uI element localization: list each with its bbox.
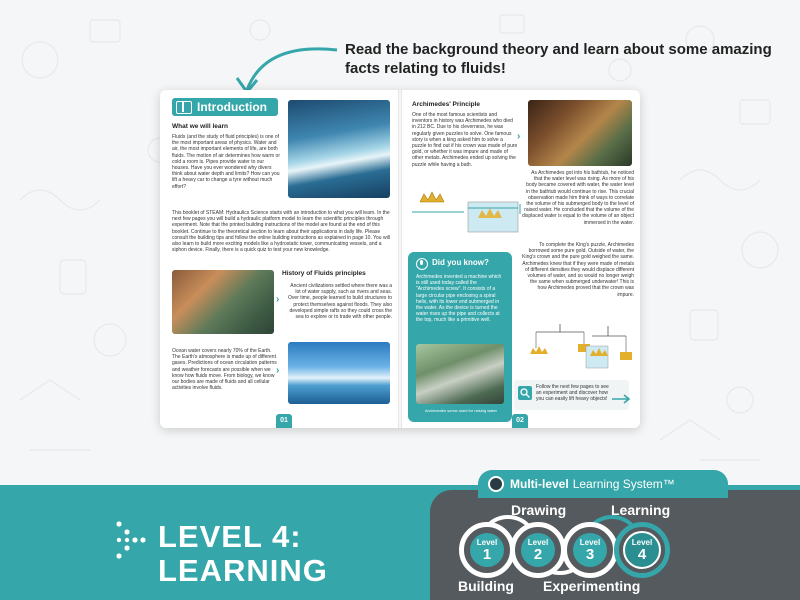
chevron-right-icon: › bbox=[276, 294, 280, 305]
booklet-spread bbox=[160, 90, 640, 428]
open-book-icon bbox=[176, 101, 192, 114]
level-4-ring-active bbox=[614, 522, 670, 578]
archimedes-text: One of the most famous scientists and inventors in history was Archimedes who died in 212 BC. Due to his cleverness, he was regularly given puzzles to solve. One famous story is when a king asked him to solve a puzzle to find out if his crown was made of pure gold, or whether it was impure and made of other metals. Archimedes ended up solving the puzzle while having a bath. bbox=[412, 112, 518, 168]
screw-caption: Archimedes screw used for raising water bbox=[424, 408, 498, 413]
chevron-right-icon: › bbox=[276, 365, 280, 376]
history-text: Ancient civilizations settled where there was a lot of water supply, such as rivers and seas. Over time, people learned to build structures to protect themselves against floods. They also developed simple rafts so they could cross the sea to explore or to trade with other people. bbox=[288, 283, 392, 321]
level-line-1: LEVEL 4: bbox=[158, 519, 302, 554]
magnifier-icon bbox=[518, 386, 532, 400]
history-heading: History of Fluids principles bbox=[282, 270, 366, 277]
bath-text: As Archimedes got into his bathtub, he noticed that the water level was rising. As more of his body became covered with water, the water level in the bathtub would continue to rise. This crucial observation made him think of ways to correlate the volume of his submerged body to the level of raised water. He concluded that the volume of the displaced water is equal to the volume of an object immersed in the water. bbox=[522, 170, 635, 226]
crown-puzzle-text: To complete the King's puzzle, Archimedes borrowed some pure gold. Outside of water, the King's crown and the pure gold weighed the same. Archimedes knew that if they were made of metals of different densities they would displace different volumes of water, and so would no longer weigh the same when submerged underwater! This is how Archimedes proved that the crown was impure. bbox=[522, 242, 634, 298]
page-number-left: 01 bbox=[276, 414, 292, 428]
level-number-2: 2 bbox=[533, 546, 543, 563]
arrow-right-icon bbox=[612, 394, 632, 404]
did-you-know-box bbox=[408, 252, 512, 422]
stage-label-drawing: Drawing bbox=[511, 502, 567, 518]
archimedes-heading: Archimedes' Principle bbox=[412, 101, 481, 108]
level-word: Level bbox=[527, 538, 549, 547]
right-page bbox=[402, 90, 640, 428]
what-we-learn-heading: What we will learn bbox=[172, 123, 228, 130]
balance-scale-diagram bbox=[522, 322, 634, 374]
level-number-3: 3 bbox=[585, 546, 595, 563]
stage-label-experimenting: Experimenting bbox=[543, 578, 641, 594]
what-we-learn-text: Fluids (and the study of fluid principles) is one of the most important areas of physics. Water and air, the most important elements of life, are both fluids. The motion of air determines how warm or cold a room is. Pipes provide water to our houses. Have you ever wondered why divers think about water depth and limits? How can you lift a heavy car to change a tyre without much effort? bbox=[172, 134, 281, 190]
follow-text: Follow the next few pages to see an experiment and discover how you can easily lift heavy objects! bbox=[536, 384, 609, 403]
left-page bbox=[160, 90, 398, 428]
crown-water-diagram bbox=[412, 188, 524, 234]
did-you-know-text: Archimedes invented a machine which is still used today called the "Archimedes screw". It consists of a large circular pipe enclosing a spiral helix, with its lower end submerged in the water. As the device is turned the water rises up the pipe and collects at the top, much like a primitive well. bbox=[416, 274, 502, 324]
headline-text: Read the background theory and learn about some amazing facts relating to fluids! bbox=[345, 41, 772, 77]
ocean-wave-image bbox=[288, 100, 390, 198]
sea-sky-image bbox=[288, 342, 390, 404]
stage-label-building: Building bbox=[458, 578, 514, 594]
level-number-4: 4 bbox=[637, 546, 647, 563]
level-word: Level bbox=[579, 538, 601, 547]
did-you-know-title: Did you know? bbox=[432, 258, 489, 267]
level-title bbox=[158, 520, 328, 588]
archimedes-illustration bbox=[528, 100, 632, 166]
level-2-ring bbox=[510, 522, 566, 578]
level-line-2: LEARNING bbox=[158, 553, 328, 588]
level-word: Level bbox=[631, 538, 653, 547]
globe-logo-icon bbox=[488, 476, 504, 492]
curved-arrow-icon bbox=[225, 38, 345, 96]
learning-system-title: Learning System™ bbox=[572, 477, 675, 491]
learning-system-header bbox=[478, 470, 728, 498]
chevron-right-icon: › bbox=[517, 131, 521, 142]
level-word: Level bbox=[476, 538, 498, 547]
follow-next-pages-box bbox=[514, 380, 629, 410]
level-1-ring bbox=[459, 522, 515, 578]
archimedes-screw-image bbox=[416, 344, 504, 404]
introduction-badge bbox=[172, 98, 278, 116]
introduction-title: Introduction bbox=[197, 99, 267, 114]
ancient-canal-image bbox=[172, 270, 274, 334]
ocean-text: Ocean water covers nearly 70% of the Earth. The Earth's atmosphere is made up of different gases. Predictions of ocean circulation patterns and weather forecasts are possible when we know how fluids move. From biology, we know our bodies are made of fluids and all cellular activities involve fluids. bbox=[172, 348, 277, 392]
booklet-intro-text: This booklet of STEAM: Hydraulics Science starts with an introduction to what you will learn. In the next few pages you will build a hydraulic platform model to learn the scientific principles through experiment. Note that the printed building instructions of the model are found at the end of this booklet. Continue to the theoretical section to learn about their applications in daily life. Please consult the building tips and follow the online building instructions as explained in page 10. You will also learn to build more exciting models like a hydrostatic tower, communicating vessels, and a siphon device. Finally, there is a quick quiz to test your new knowledge. bbox=[172, 210, 390, 254]
level-3-ring bbox=[562, 522, 618, 578]
dotted-chevron-icon bbox=[115, 520, 151, 560]
stage-label-learning: Learning bbox=[611, 502, 671, 518]
learning-system-title-bold: Multi-level bbox=[510, 477, 569, 491]
level-number-1: 1 bbox=[482, 546, 492, 563]
lightbulb-icon bbox=[416, 258, 428, 270]
page-number-right: 02 bbox=[512, 414, 528, 428]
